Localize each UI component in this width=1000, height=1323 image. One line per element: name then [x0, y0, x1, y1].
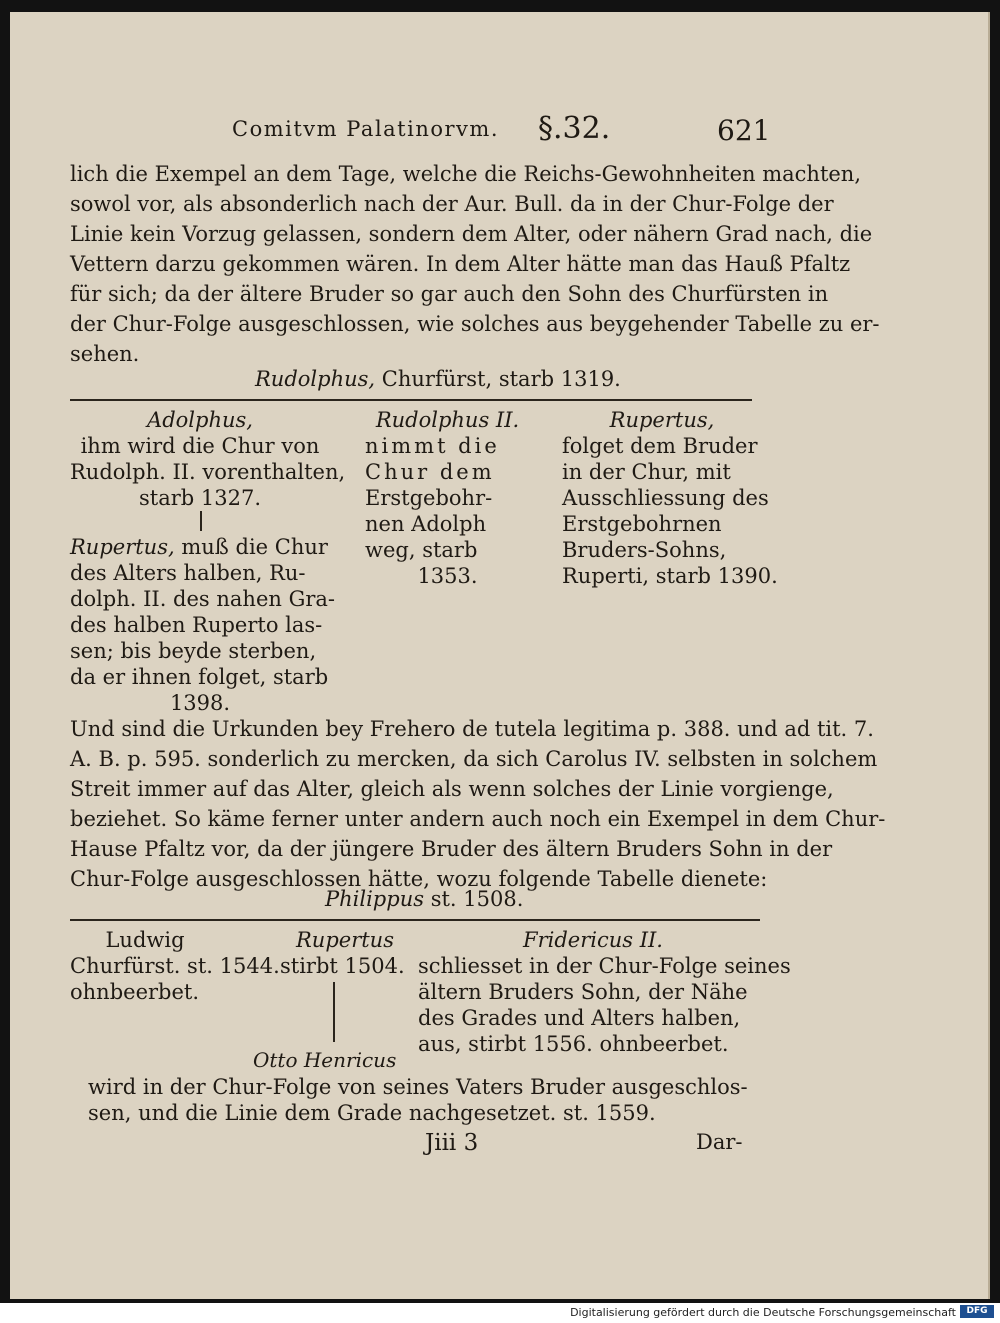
- table1-rule: [70, 399, 752, 401]
- page-number: 621: [717, 114, 771, 147]
- text-line: sowol vor, als absonderlich nach der Aur. Bull. da in der Chur-Folge der: [70, 192, 834, 216]
- catchword: Dar-: [696, 1130, 743, 1154]
- running-head-title: Comitvm Palatinorvm.: [232, 117, 499, 141]
- text-line: Streit immer auf das Alter, gleich als wenn solches der Linie vorgienge,: [70, 777, 834, 801]
- col-line: des halben Ruperto las-: [70, 613, 323, 637]
- table2-root-name: Philippus: [325, 887, 424, 911]
- col-line: nimmt die: [365, 434, 500, 458]
- col-name: Fridericus II.: [523, 928, 663, 952]
- col-line: Bruders-Sohns,: [562, 538, 727, 562]
- col-line: muß die Chur: [181, 535, 328, 559]
- text-line: Linie kein Vorzug gelassen, sondern dem Alter, oder nähern Grad nach, die: [70, 222, 873, 246]
- col-line: da er ihnen folget, starb: [70, 665, 329, 689]
- col-line: 1353.: [417, 564, 478, 588]
- text-line: lich die Exempel an dem Tage, welche die Reichs-Gewohnheiten machten,: [70, 162, 862, 186]
- text-line: Hause Pfaltz vor, da der jüngere Bruder des ältern Bruders Sohn in der: [70, 837, 833, 861]
- dfg-logo-icon: DFG: [960, 1305, 994, 1318]
- table1-root: [255, 367, 621, 391]
- col-line: dolph. II. des nahen Gra-: [70, 587, 336, 611]
- table2-descent-line: [333, 982, 335, 1042]
- table2-root-text: st. 1508.: [430, 887, 524, 911]
- col-line: sen; bis beyde sterben,: [70, 639, 317, 663]
- col-line: Ausschliessung des: [562, 486, 769, 510]
- col-line: aus, stirbt 1556. ohnbeerbet.: [418, 1032, 729, 1056]
- col-line: Chur dem: [365, 460, 495, 484]
- sub-name: Rupertus,: [70, 535, 175, 559]
- col-line: des Grades und Alters halben,: [418, 1006, 741, 1030]
- col-line: ältern Bruders Sohn, der Nähe: [418, 980, 748, 1004]
- book-page: [10, 12, 990, 1299]
- table2-sub-name: Otto Henricus: [253, 1048, 397, 1072]
- col-line: ihm wird die Chur von: [80, 434, 320, 458]
- col-line: sen, und die Linie dem Grade nachgesetzet. st. 1559.: [88, 1101, 656, 1125]
- table2-col-ludwig: [70, 927, 280, 1005]
- table1-col-rupertus-sub: [70, 534, 336, 716]
- table2-root: [325, 887, 523, 911]
- col-line: stirbt 1504.: [280, 954, 405, 978]
- table2-col-rupertus: [280, 927, 410, 979]
- table1-root-name: Rudolphus,: [255, 367, 376, 391]
- col-line: nen Adolph: [365, 512, 487, 536]
- col-line: in der Chur, mit: [562, 460, 731, 484]
- text-line: für sich; da der ältere Bruder so gar auch den Sohn des Churfürsten in: [70, 282, 829, 306]
- signature-mark: Jiii 3: [425, 1130, 479, 1156]
- col-line: Ruperti, starb 1390.: [562, 564, 778, 588]
- text-line: Chur-Folge ausgeschlossen hätte, wozu folgende Tabelle dienete:: [70, 867, 768, 891]
- col-line: Erstgebohr-: [365, 486, 493, 510]
- col-line: des Alters halben, Ru-: [70, 561, 306, 585]
- text-line: Vettern darzu gekommen wären. In dem Alter hätte man das Hauß Pfaltz: [70, 252, 851, 276]
- text-line: beziehet. So käme ferner unter andern auch noch ein Exempel in dem Chur-: [70, 807, 886, 831]
- col-name: Rupertus: [296, 928, 394, 952]
- col-line: wird in der Chur-Folge von seines Vaters Bruder ausgeschlos-: [88, 1075, 748, 1099]
- table2-col-fridericus: [418, 927, 791, 1057]
- table1-descent-line: [200, 511, 202, 531]
- table1-col-rudolphus-ii: [365, 407, 530, 589]
- col-name: Rupertus,: [609, 408, 715, 432]
- col-line: weg, starb: [365, 538, 478, 562]
- col-line: starb 1327.: [138, 486, 261, 510]
- col-line: Erstgebohrnen: [562, 512, 722, 536]
- text-line: Und sind die Urkunden bey Frehero de tutela legitima p. 388. und ad tit. 7.: [70, 717, 874, 741]
- col-line: Rudolph. II. vorenthalten,: [70, 460, 346, 484]
- text-line: sehen.: [70, 342, 140, 366]
- table1-col-rupertus: [562, 407, 778, 589]
- col-name: Rudolphus II.: [375, 408, 520, 432]
- col-line: schliesset in der Chur-Folge seines: [418, 954, 791, 978]
- col-name: Adolphus,: [147, 408, 253, 432]
- text-line: der Chur-Folge ausgeschlossen, wie solches aus beygehender Tabelle zu er-: [70, 312, 880, 336]
- table2-rule: [70, 919, 760, 921]
- text-line: A. B. p. 595. sonderlich zu mercken, da sich Carolus IV. selbsten in solchem: [70, 747, 878, 771]
- funding-credit: Digitalisierung gefördert durch die Deutsche Forschungsgemeinschaft: [570, 1306, 956, 1319]
- table2-sub-text: [88, 1074, 768, 1126]
- section-mark: §.32.: [538, 111, 611, 146]
- col-line: ohnbeerbet.: [70, 980, 200, 1004]
- col-line: Churfürst. st. 1544.: [70, 954, 280, 978]
- col-line: 1398.: [169, 691, 231, 715]
- col-name: Ludwig: [105, 928, 185, 952]
- table1-root-text: Churfürst, starb 1319.: [381, 367, 621, 391]
- col-line: folget dem Bruder: [562, 434, 758, 458]
- table1-col-adolphus: [70, 407, 346, 511]
